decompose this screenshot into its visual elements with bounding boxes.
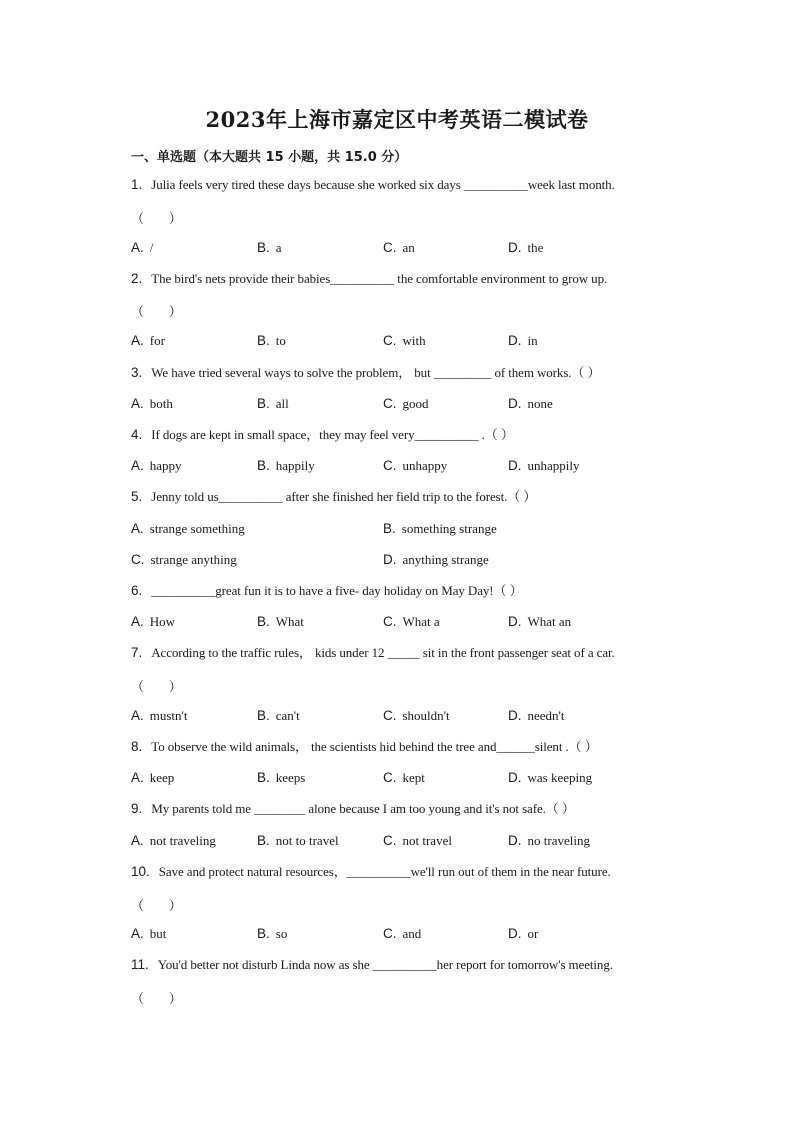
option-b[interactable] (257, 240, 282, 256)
answer-paren: （ ） (131, 212, 182, 227)
page-title: 2023年上海市嘉定区中考英语二模试卷 (205, 107, 589, 132)
option-a[interactable] (131, 396, 173, 412)
option-text: not to travel (275, 833, 339, 848)
option-text: to (275, 333, 286, 348)
option-text: for (149, 333, 165, 348)
option-a[interactable] (131, 240, 153, 256)
option-d[interactable] (508, 833, 590, 849)
option-text: was keeping (527, 770, 593, 785)
option-text: unhappily (527, 458, 580, 473)
section-heading: 一、单选题（本大题共 15 小题，共 15.0 分） (131, 150, 408, 165)
option-text: not traveling (149, 833, 216, 848)
option-letter: B. (383, 521, 396, 536)
option-letter: A. (131, 614, 144, 629)
option-letter: A. (131, 396, 144, 411)
option-text: something strange (401, 521, 497, 536)
question-text: My parents told me ________ alone because I am too young and it's not safe.（ ） (151, 801, 575, 816)
option-letter: C. (383, 833, 397, 848)
question-4 (131, 427, 514, 443)
option-letter: B. (257, 926, 270, 941)
option-letter: B. (257, 770, 270, 785)
option-text: happily (275, 458, 315, 473)
question-9 (131, 801, 575, 817)
option-letter: A. (131, 333, 144, 348)
option-text: not travel (402, 833, 452, 848)
option-text: happy (149, 458, 182, 473)
option-c[interactable] (383, 240, 415, 256)
option-c[interactable] (383, 396, 429, 412)
question-text: We have tried several ways to solve the problem， but _________ of them works.（ ） (151, 365, 601, 380)
option-text: What (275, 614, 304, 629)
option-letter: B. (257, 833, 270, 848)
option-letter: D. (508, 333, 522, 348)
question-text: You'd better not disturb Linda now as she __________her report for tomorrow's meeting. (157, 957, 613, 972)
question-text: Julia feels very tired these days because she worked six days __________week last month. (151, 177, 615, 192)
question-6 (131, 583, 522, 599)
option-a[interactable] (131, 926, 166, 942)
option-letter: C. (383, 396, 397, 411)
option-letter: D. (383, 552, 397, 567)
question-text: Jenny told us__________ after she finished her field trip to the forest.（ ） (151, 489, 537, 504)
option-text: kept (402, 770, 425, 785)
question-text: If dogs are kept in small space，they may feel very__________ .（ ） (151, 427, 514, 442)
option-text: What a (402, 614, 440, 629)
option-letter: A. (131, 770, 144, 785)
question-1 (131, 177, 615, 193)
option-letter: A. (131, 521, 144, 536)
option-text: mustn't (149, 708, 188, 723)
answer-paren: （ ） (131, 305, 182, 320)
option-c[interactable] (383, 770, 425, 786)
question-text: The bird's nets provide their babies__________ the comfortable environment to grow up. (151, 271, 608, 286)
option-text: shouldn't (402, 708, 450, 723)
option-text: but (149, 926, 167, 941)
option-c[interactable] (383, 458, 447, 474)
question-number: 7. (131, 645, 143, 660)
option-letter: C. (383, 333, 397, 348)
option-c[interactable] (383, 614, 440, 630)
option-text: strange something (149, 521, 245, 536)
option-d[interactable] (508, 333, 538, 349)
question-number: 9. (131, 801, 143, 816)
option-a[interactable] (131, 833, 216, 849)
question-number: 1. (131, 177, 143, 192)
option-text: or (527, 926, 539, 941)
option-d[interactable] (508, 708, 565, 724)
option-b[interactable] (383, 521, 497, 537)
option-letter: A. (131, 926, 144, 941)
answer-paren: （ ） (131, 899, 182, 914)
question-number: 5. (131, 489, 143, 504)
option-letter: C. (383, 458, 397, 473)
option-text: an (402, 240, 415, 255)
option-letter: C. (383, 240, 397, 255)
question-number: 3. (131, 365, 143, 380)
question-number: 6. (131, 583, 143, 598)
option-letter: A. (131, 708, 144, 723)
option-a[interactable] (131, 614, 175, 630)
question-10 (131, 864, 611, 880)
option-c[interactable] (383, 333, 426, 349)
option-b[interactable] (257, 333, 286, 349)
option-text: good (402, 396, 429, 411)
question-11 (131, 957, 613, 973)
option-text: needn't (527, 708, 565, 723)
option-text: What an (527, 614, 572, 629)
question-text: To observe the wild animals， the scientists hid behind the tree and______silent .（ ） (151, 739, 598, 754)
option-a[interactable] (131, 521, 245, 537)
option-c[interactable] (383, 708, 450, 724)
option-letter: B. (257, 708, 270, 723)
option-b[interactable] (257, 708, 300, 724)
option-letter: D. (508, 614, 522, 629)
option-text: and (402, 926, 422, 941)
option-text: keep (149, 770, 175, 785)
option-letter: B. (257, 333, 270, 348)
option-d[interactable] (508, 396, 553, 412)
option-text: with (402, 333, 426, 348)
option-letter: D. (508, 240, 522, 255)
option-c[interactable] (131, 552, 237, 568)
option-letter: C. (383, 770, 397, 785)
option-text: can't (275, 708, 300, 723)
option-d[interactable] (508, 614, 571, 630)
question-number: 2. (131, 271, 143, 286)
question-number: 11. (131, 957, 149, 972)
option-b[interactable] (257, 926, 287, 942)
option-letter: D. (508, 770, 522, 785)
option-text: a (275, 240, 282, 255)
option-text: unhappy (402, 458, 448, 473)
option-letter: D. (508, 458, 522, 473)
option-a[interactable] (131, 458, 182, 474)
option-text: so (275, 926, 288, 941)
option-letter: D. (508, 926, 522, 941)
option-letter: B. (257, 396, 270, 411)
option-b[interactable] (257, 458, 315, 474)
option-letter: B. (257, 614, 270, 629)
option-c[interactable] (383, 926, 421, 942)
question-2 (131, 271, 607, 287)
option-text: strange anything (150, 552, 237, 567)
question-text: Save and protect natural resources，__________we'll run out of them in the near future. (158, 864, 611, 879)
option-d[interactable] (383, 552, 489, 568)
option-text: no traveling (527, 833, 590, 848)
option-letter: A. (131, 240, 144, 255)
answer-paren: （ ） (131, 680, 182, 695)
option-a[interactable] (131, 708, 188, 724)
option-text: the (527, 240, 544, 255)
option-text: anything strange (402, 552, 489, 567)
option-c[interactable] (383, 833, 452, 849)
option-letter: C. (383, 708, 397, 723)
option-b[interactable] (257, 833, 339, 849)
option-text: all (275, 396, 289, 411)
option-a[interactable] (131, 770, 174, 786)
option-letter: B. (257, 240, 270, 255)
option-letter: C. (383, 926, 397, 941)
option-letter: D. (508, 708, 522, 723)
option-d[interactable] (508, 770, 592, 786)
question-3 (131, 365, 600, 381)
question-text: According to the traffic rules， kids under 12 _____ sit in the front passenger seat of a car. (151, 645, 615, 660)
option-letter: A. (131, 833, 144, 848)
option-text: / (149, 240, 154, 255)
question-number: 10. (131, 864, 150, 879)
option-b[interactable] (257, 614, 304, 630)
option-b[interactable] (257, 770, 305, 786)
option-text: both (149, 396, 173, 411)
option-a[interactable] (131, 333, 165, 349)
option-text: How (149, 614, 176, 629)
option-text: keeps (275, 770, 306, 785)
answer-paren: （ ） (131, 992, 182, 1007)
option-d[interactable] (508, 458, 580, 474)
question-8 (131, 739, 598, 755)
question-5 (131, 489, 536, 505)
question-text: __________great fun it is to have a five- day holiday on May Day!（ ） (151, 583, 523, 598)
question-7 (131, 645, 615, 661)
option-letter: C. (131, 552, 145, 567)
option-d[interactable] (508, 926, 538, 942)
question-number: 4. (131, 427, 143, 442)
option-letter: A. (131, 458, 144, 473)
option-d[interactable] (508, 240, 543, 256)
option-text: none (527, 396, 553, 411)
question-number: 8. (131, 739, 143, 754)
option-b[interactable] (257, 396, 289, 412)
option-text: in (527, 333, 538, 348)
option-letter: D. (508, 396, 522, 411)
option-letter: B. (257, 458, 270, 473)
option-letter: D. (508, 833, 522, 848)
option-letter: C. (383, 614, 397, 629)
